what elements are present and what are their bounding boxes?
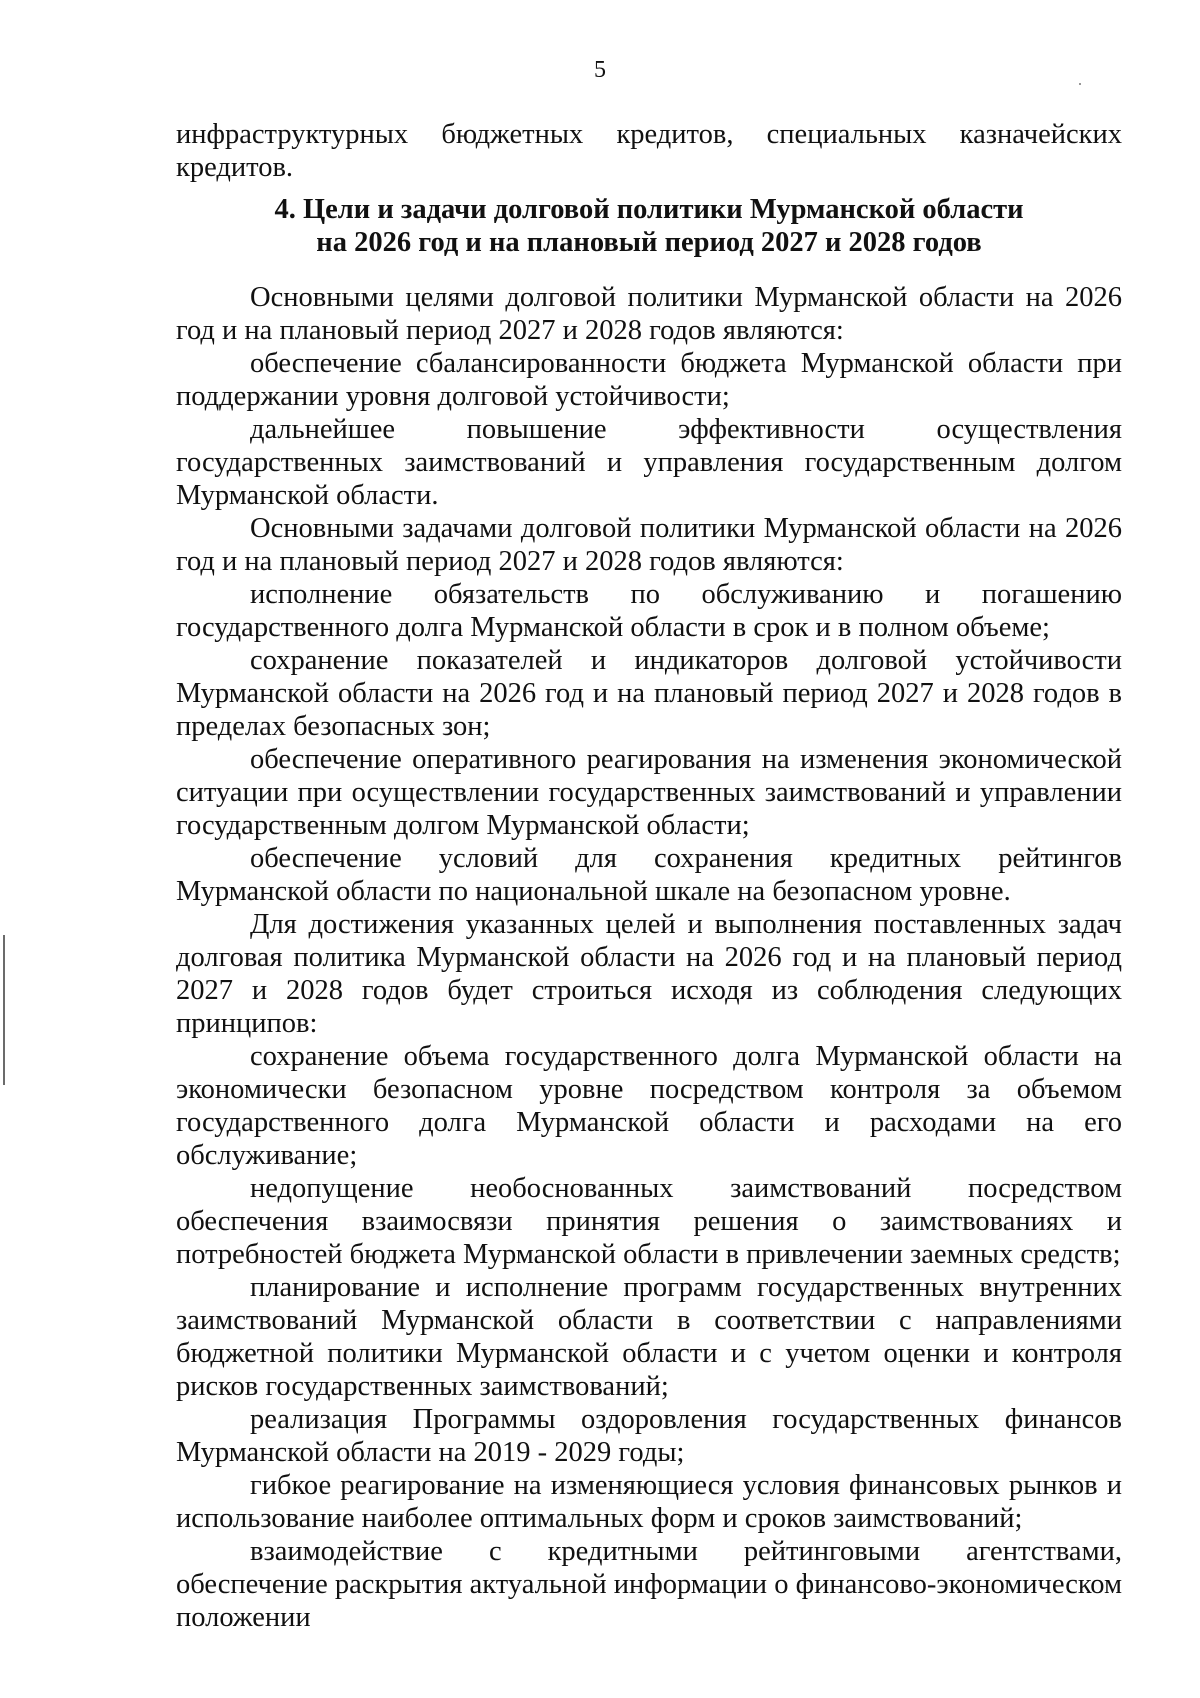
paragraph: гибкое реагирование на изменяющиеся условия финансовых рынков и использование наиболее оптимальных форм и сроков заимствований; bbox=[176, 1470, 1122, 1534]
paragraph: сохранение показателей и индикаторов долговой устойчивости Мурманской области на 2026 год и на плановый период 2027 и 2028 годов в пределах безопасных зон; bbox=[176, 645, 1122, 742]
section-heading bbox=[176, 193, 1122, 259]
scan-edge-mark bbox=[3, 935, 5, 1085]
paragraph: планирование и исполнение программ государственных внутренних заимствований Мурманской области в соответствии с направлениями бюджетной политики Мурманской области и с учетом оценки и контроля рисков государственных заимствований; bbox=[176, 1272, 1122, 1402]
section-heading-line-1: 4. Цели и задачи долговой политики Мурманской области bbox=[274, 194, 1024, 225]
paragraph: обеспечение условий для сохранения кредитных рейтингов Мурманской области по национальной шкале на безопасном уровне. bbox=[176, 843, 1122, 907]
paragraph: обеспечение оперативного реагирования на изменения экономической ситуации при осуществлении государственных заимствований и управлении государственным долгом Мурманской области; bbox=[176, 744, 1122, 841]
page-number: 5 bbox=[594, 57, 606, 83]
paragraph: дальнейшее повышение эффективности осуществления государственных заимствований и управления государственным долгом Мурманской области. bbox=[176, 414, 1122, 511]
paragraph: недопущение необоснованных заимствований посредством обеспечения взаимосвязи принятия решения о заимствованиях и потребностей бюджета Мурманской области в привлечении заемных средств; bbox=[176, 1173, 1122, 1270]
paragraph: реализация Программы оздоровления государственных финансов Мурманской области на 2019 - 2029 годы; bbox=[176, 1404, 1122, 1468]
paragraph: инфраструктурных бюджетных кредитов, специальных казначейских кредитов. bbox=[176, 119, 1122, 183]
paragraph: Для достижения указанных целей и выполнения поставленных задач долговая политика Мурманской области на 2026 год и на плановый период 2027 и 2028 годов будет строиться исходя из соблюдения следующих принципов: bbox=[176, 909, 1122, 1039]
paragraph: обеспечение сбалансированности бюджета Мурманской области при поддержании уровня долговой устойчивости; bbox=[176, 348, 1122, 412]
section-heading-line-2: на 2026 год и на плановый период 2027 и 2028 годов bbox=[316, 227, 982, 258]
paragraph: Основными задачами долговой политики Мурманской области на 2026 год и на плановый период 2027 и 2028 годов являются: bbox=[176, 513, 1122, 577]
paragraph: Основными целями долговой политики Мурманской области на 2026 год и на плановый период 2027 и 2028 годов являются: bbox=[176, 282, 1122, 346]
paragraph: сохранение объема государственного долга Мурманской области на экономически безопасном уровне посредством контроля за объемом государственного долга Мурманской области и расходами на его обслуживание; bbox=[176, 1041, 1122, 1171]
document-body bbox=[176, 118, 1122, 1634]
paragraph: исполнение обязательств по обслуживанию и погашению государственного долга Мурманской области в срок и в полном объеме; bbox=[176, 579, 1122, 643]
paragraph: взаимодействие с кредитными рейтинговыми агентствами, обеспечение раскрытия актуальной информации о финансово-экономическом положении bbox=[176, 1536, 1122, 1633]
